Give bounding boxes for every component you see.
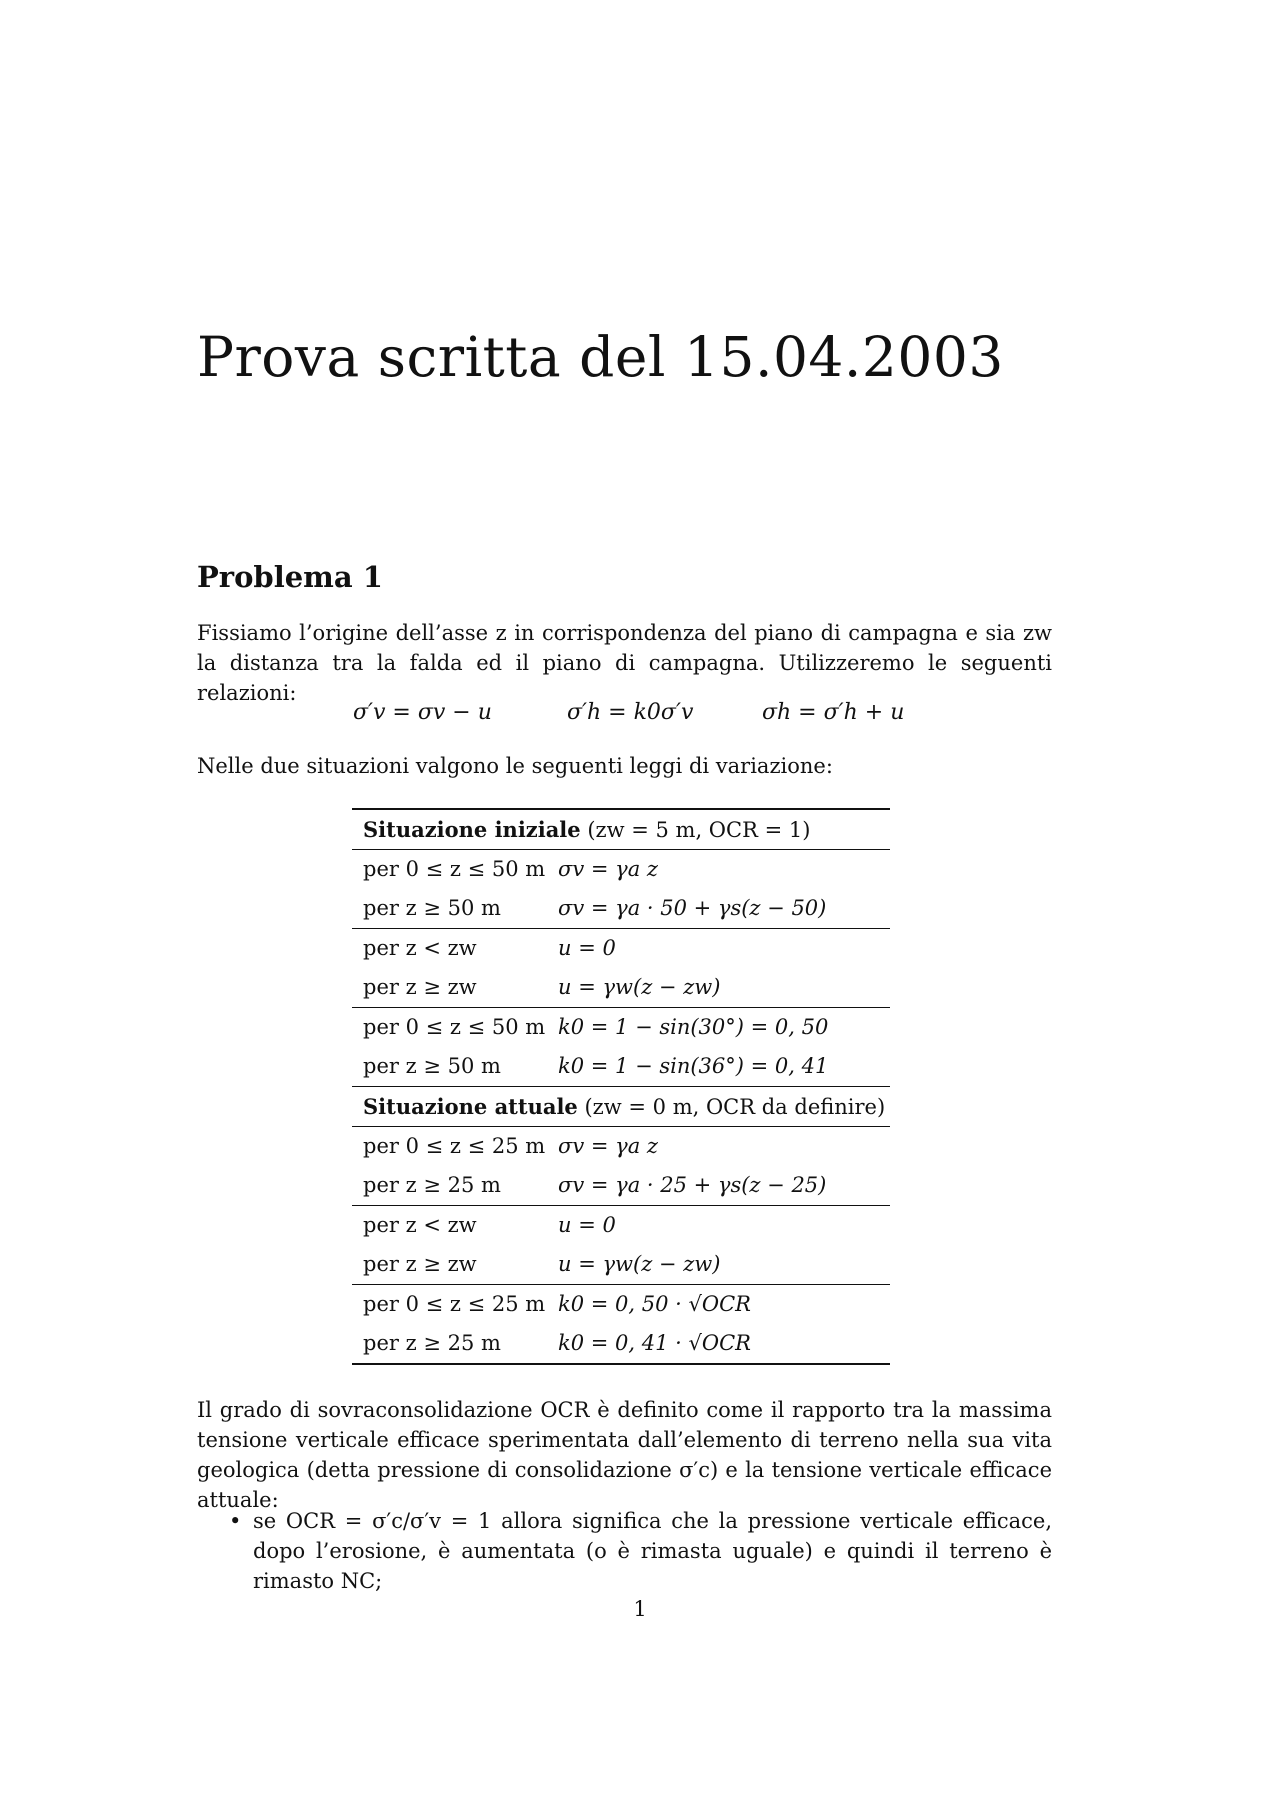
table-row <box>352 1324 890 1363</box>
row-condition: per z ≥ zw <box>363 1252 477 1276</box>
table-row <box>352 1245 890 1284</box>
ocr-paragraph: Il grado di sovraconsolidazione OCR è definito come il rapporto tra la massima tensione verticale efficace sperimentata dall’elemento di terreno nella sua vita geologica (detta pressione di consolidazione σ′c) e la tensione verticale efficace attuale: <box>197 1398 1052 1512</box>
table-row <box>352 1285 890 1324</box>
table-group <box>352 1127 890 1206</box>
header-current-label: Situazione attuale <box>363 1094 578 1119</box>
row-condition: per 0 ≤ z ≤ 25 m <box>363 1292 546 1316</box>
intro-paragraph: Fissiamo l’origine dell’asse z in corrispondenza del piano di campagna e sia zw la distanza tra la falda ed il piano di campagna. Utilizzeremo le seguenti relazioni: <box>197 621 1052 705</box>
row-condition: per 0 ≤ z ≤ 50 m <box>363 857 546 881</box>
equations-row <box>0 700 1280 734</box>
row-condition: per z ≥ 50 m <box>363 896 501 920</box>
bullet-list <box>197 1506 1052 1596</box>
row-formula: u = 0 <box>558 936 616 960</box>
header-initial-label: Situazione iniziale <box>363 817 581 842</box>
table-group <box>352 1206 890 1285</box>
table-header-current <box>352 1087 890 1127</box>
row-formula: k0 = 0, 41 · √OCR <box>558 1331 751 1355</box>
row-formula: σv = γa · 25 + γs(z − 25) <box>558 1173 827 1197</box>
row-condition: per z < zw <box>363 1213 477 1237</box>
table-row <box>352 1008 890 1047</box>
page-number: 1 <box>633 1597 647 1621</box>
table-row <box>352 1047 890 1086</box>
table-row <box>352 889 890 928</box>
row-formula: k0 = 1 − sin(30°) = 0, 50 <box>558 1015 829 1039</box>
equation-effective-horizontal-stress: σ′h = k0σ′v <box>567 700 694 725</box>
equation-effective-vertical-stress: σ′v = σv − u <box>353 700 492 725</box>
row-condition: per 0 ≤ z ≤ 25 m <box>363 1134 546 1158</box>
row-condition: per z ≥ zw <box>363 975 477 999</box>
row-formula: σv = γa z <box>558 1134 658 1158</box>
section-heading: Problema 1 <box>197 560 383 594</box>
table-group <box>352 850 890 929</box>
bullet-text: se OCR = σ′c/σ′v = 1 allora significa che la pressione verticale efficace, dopo l’erosione, è aumentata (o è rimasta uguale) e quindi il terreno è rimasto NC; <box>253 1509 1052 1593</box>
table-row <box>352 929 890 968</box>
table-row <box>352 1206 890 1245</box>
row-condition: per z ≥ 25 m <box>363 1331 501 1355</box>
table-row <box>352 968 890 1007</box>
row-condition: per z ≥ 50 m <box>363 1054 501 1078</box>
table-group <box>352 1008 890 1087</box>
list-item <box>197 1506 1052 1596</box>
table-row <box>352 1127 890 1166</box>
table-row <box>352 1166 890 1205</box>
table-group <box>352 1285 890 1363</box>
row-formula: u = γw(z − zw) <box>558 1252 721 1276</box>
page-title: Prova scritta del 15.04.2003 <box>197 325 1004 389</box>
row-formula: u = 0 <box>558 1213 616 1237</box>
row-formula: σv = γa · 50 + γs(z − 50) <box>558 896 827 920</box>
row-formula: k0 = 1 − sin(36°) = 0, 41 <box>558 1054 829 1078</box>
variation-laws-table <box>352 808 890 1365</box>
row-formula: k0 = 0, 50 · √OCR <box>558 1292 751 1316</box>
row-formula: σv = γa z <box>558 857 658 881</box>
row-formula: u = γw(z − zw) <box>558 975 721 999</box>
row-condition: per z < zw <box>363 936 477 960</box>
header-initial-params: (zw = 5 m, OCR = 1) <box>587 818 811 842</box>
bullet-icon: • <box>229 1509 242 1533</box>
table-row <box>352 850 890 889</box>
table-group <box>352 929 890 1008</box>
row-condition: per 0 ≤ z ≤ 50 m <box>363 1015 546 1039</box>
equation-total-horizontal-stress: σh = σ′h + u <box>762 700 905 725</box>
table-header-initial <box>352 810 890 850</box>
row-condition: per z ≥ 25 m <box>363 1173 501 1197</box>
laws-intro-paragraph: Nelle due situazioni valgono le seguenti leggi di variazione: <box>197 754 833 778</box>
header-current-params: (zw = 0 m, OCR da definire) <box>584 1095 886 1119</box>
